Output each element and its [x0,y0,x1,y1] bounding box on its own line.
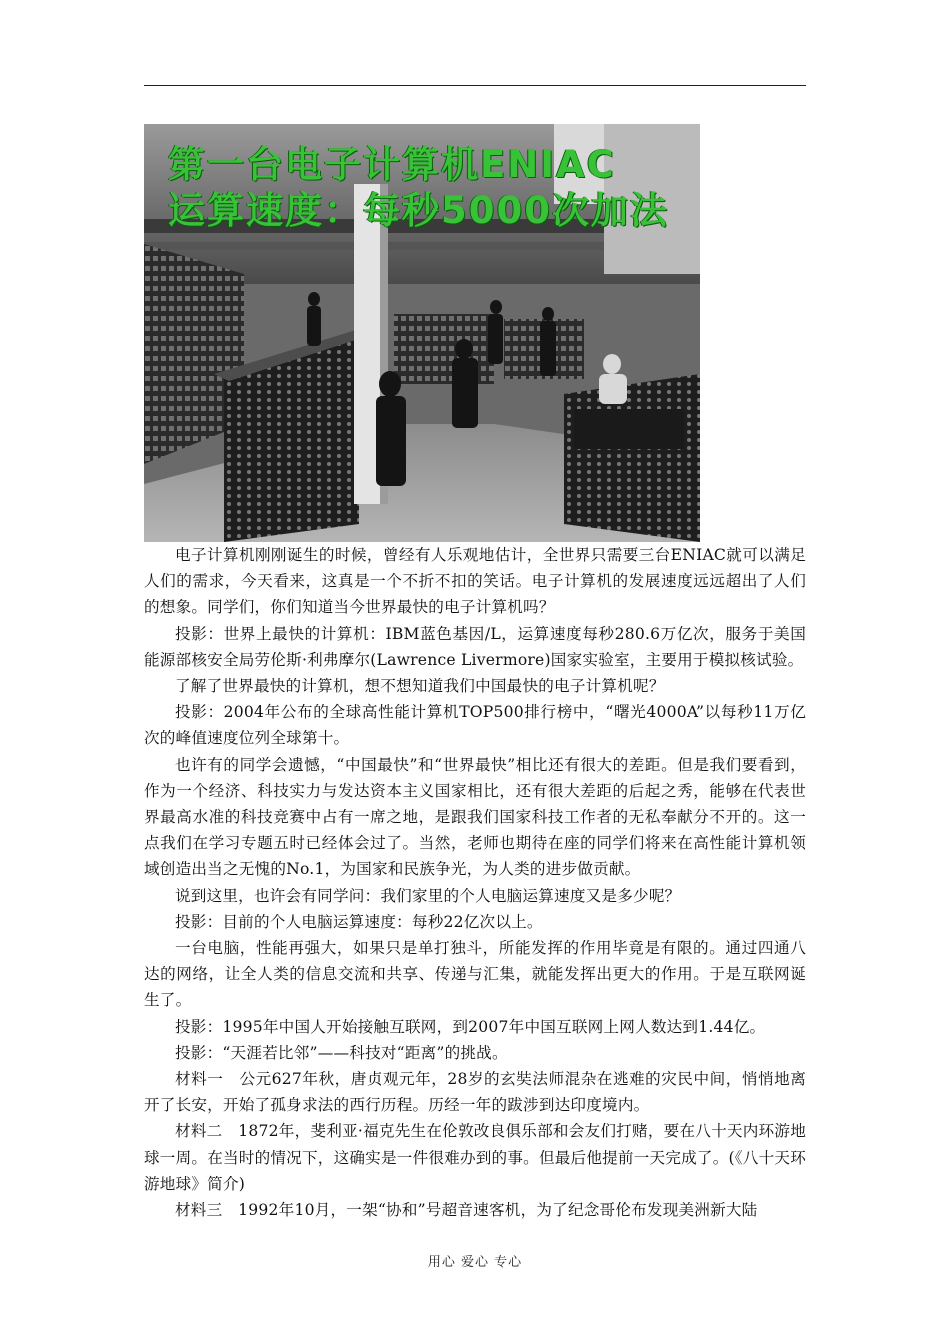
paragraph: 了解了世界最快的计算机，想不想知道我们中国最快的电子计算机呢？ [175,677,665,696]
paragraph: 投影：“天涯若比邻”——科技对“距离”的挑战。 [175,1043,508,1062]
paragraph: 投影：目前的个人电脑运算速度：每秒22亿次以上。 [175,912,543,931]
eniac-photo [144,124,700,542]
paragraph: 材料二 1872年，斐利亚·福克先生在伦敦改良俱乐部和会友们打赌，要在八十天内环游地球一周。在当时的情况下，这确实是一件很难办到的事。但最后他提前一天完成了。(《八十天环游地球》简介) [144,1122,806,1193]
page-footer: 用心 爱心 专心 [427,1255,523,1270]
paragraph: 也许有的同学会遗憾，“中国最快”和“世界最快”相比还有很大的差距。但是我们要看到，作为一个经济、科技实力与发达资本主义国家相比，还有很大差距的后起之秀，能够在代表世界最高水准的科技竞赛中占有一席之地，是跟我们国家科技工作者的无私奉献分不开的。这一点我们在学习专题五时已经体会过了。当然，老师也期待在座的同学们将来在高性能计算机领域创造出当之无愧的No.1，为国家和民族争光，为人类的进步做贡献。 [144,755,806,879]
paragraph: 投影：2004年公布的全球高性能计算机TOP500排行榜中，“曙光4000A”以每秒11万亿次的峰值速度位列全球第十。 [144,703,806,748]
paragraph: 投影：世界上最快的计算机：IBM蓝色基因/L，运算速度每秒280.6万亿次，服务于美国能源部核安全局劳伦斯·利弗摩尔(Lawrence Livermore)国家实验室，主要用于模拟核试验。 [144,624,806,669]
photo-caption-title: 第一台电子计算机ENIAC [168,143,616,186]
photo-caption-speed: 运算速度：每秒5000次加法 [168,189,669,232]
paragraph: 材料三 1992年10月，一架“协和”号超音速客机，为了纪念哥伦布发现美洲新大陆 [175,1201,758,1220]
paragraph: 一台电脑，性能再强大，如果只是单打独斗，所能发挥的作用毕竟是有限的。通过四通八达的网络，让全人类的信息交流和共享、传递与汇集，就能发挥出更大的作用。于是互联网诞生了。 [144,939,806,1010]
paragraph: 说到这里，也许会有同学问：我们家里的个人电脑运算速度又是多少呢？ [175,886,681,905]
header-rule [144,85,806,86]
paragraph: 投影：1995年中国人开始接触互联网，到2007年中国互联网上网人数达到1.44亿。 [175,1017,766,1036]
body-text [144,542,806,1223]
paragraph: 材料一 公元627年秋，唐贞观元年，28岁的玄奘法师混杂在逃难的灾民中间，悄悄地离开了长安，开始了孤身求法的西行历程。历经一年的跋涉到达印度境内。 [144,1070,806,1115]
paragraph: 电子计算机刚刚诞生的时候，曾经有人乐观地估计，全世界只需要三台ENIAC就可以满足人们的需求，今天看来，这真是一个不折不扣的笑话。电子计算机的发展速度远远超出了人们的想象。同学们，你们知道当今世界最快的电子计算机吗？ [144,546,806,617]
